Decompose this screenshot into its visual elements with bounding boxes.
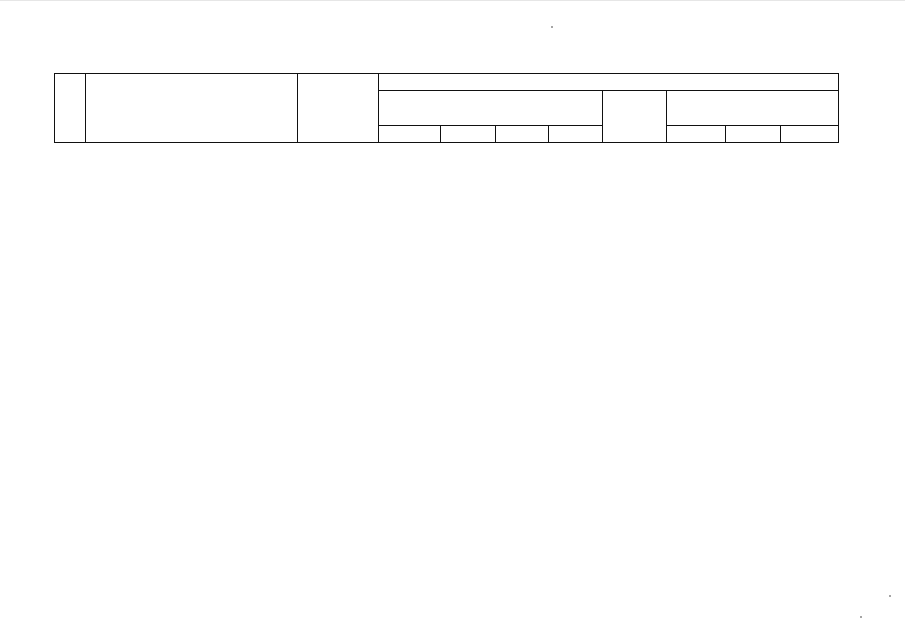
col-border-right <box>838 73 839 143</box>
header-plan-divider <box>666 125 838 126</box>
col-border-2018 <box>548 125 549 143</box>
header-values-divider <box>378 90 838 91</box>
col-border-2021 <box>725 125 726 143</box>
col-border-2019 <box>602 90 603 143</box>
page-top-edge <box>0 0 905 1</box>
header-top-border <box>54 73 838 74</box>
scan-speck <box>889 595 891 597</box>
col-border-2022 <box>780 125 781 143</box>
header-report-divider <box>378 125 602 126</box>
col-border-2017 <box>495 125 496 143</box>
col-border-num <box>85 73 86 143</box>
scan-speck <box>551 26 553 28</box>
col-border-left <box>54 73 55 143</box>
header-bottom-border <box>54 142 838 143</box>
col-border-2016 <box>440 125 441 143</box>
col-border-name <box>297 73 298 143</box>
col-border-estimate <box>666 90 667 143</box>
col-border-unit <box>378 73 379 143</box>
scan-speck <box>860 616 862 618</box>
